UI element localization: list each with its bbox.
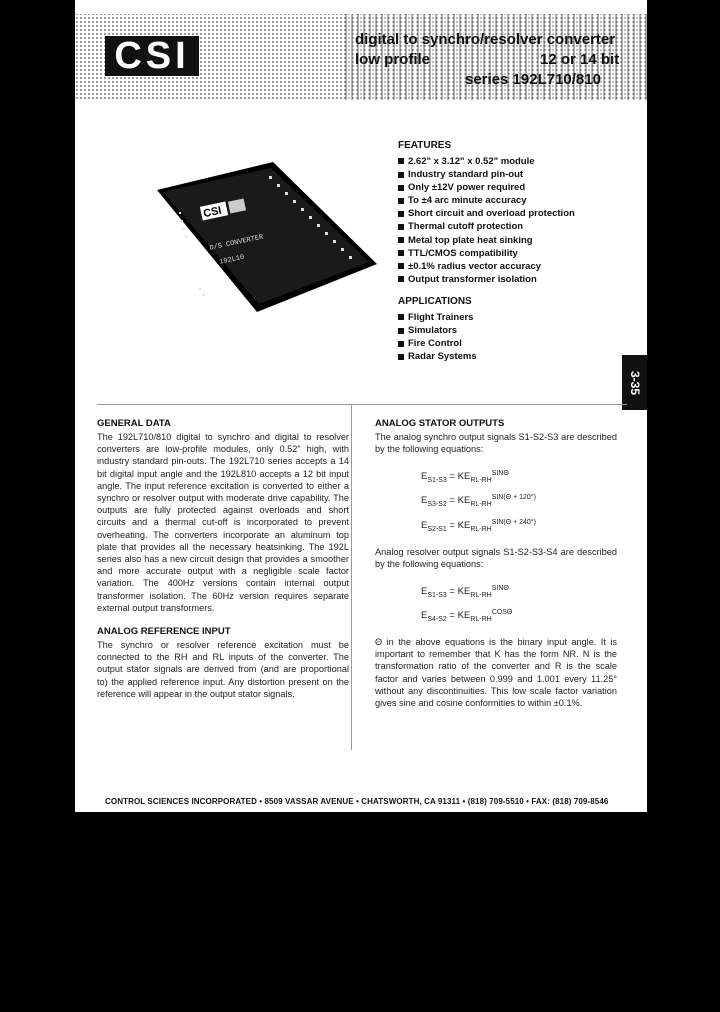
list-item: Metal top plate heat sinking (398, 234, 638, 247)
resolver-equations (421, 580, 617, 628)
analog-reference-text: The synchro or resolver reference excitation must be connected to the RH and RL inputs of the converter. The output stator signals are derived from (and are proportional to) the applied reference input. Any distortion present on the reference will appear in the output stator signals. (97, 640, 349, 699)
page-number-tab: 3-35 (622, 355, 647, 410)
analog-reference-title: ANALOG REFERENCE INPUT (97, 626, 231, 638)
applications-title: APPLICATIONS (398, 296, 472, 307)
vertical-divider (351, 405, 352, 750)
list-item: ±0.1% radius vector accuracy (398, 260, 638, 273)
list-item: TTL/CMOS compatibility (398, 247, 638, 260)
applications-list (398, 311, 638, 363)
bullet-icon (398, 263, 404, 269)
list-item: Short circuit and overload protection (398, 207, 638, 220)
company-footer: CONTROL SCIENCES INCORPORATED • 8509 VASSAR AVENUE • CHATSWORTH, CA 91311 • (818) 709-5510 • FAX: (818) 709-8546 (105, 797, 609, 806)
angle-explanation-text: Θ in the above equations is the binary input angle. It is important to remember that K has the form NR. N is the transformation ratio of the converter and R is the scale factor and varies between 0.999 and 1.001 every 11.25° without any discontinuities. This low scale factor variation gives sine and cosine conformities to within ±0.1%. (375, 637, 617, 709)
list-item: Thermal cutoff protection (398, 220, 638, 233)
list-item: 2.62" x 3.12" x 0.52" module (398, 155, 638, 168)
bullet-icon (398, 158, 404, 164)
applications-section (398, 296, 638, 363)
equation: $E_{S2-S1} = KE_{RL-RH}^{SIN(\Theta + 240^\circ)}$ (421, 518, 536, 533)
left-column (97, 418, 349, 700)
title-line-2b: 12 or 14 bit (540, 51, 620, 68)
synchro-equations (421, 465, 617, 537)
general-data-title: GENERAL DATA (97, 418, 171, 429)
datasheet-page (75, 0, 647, 812)
list-item: Only ±12V power required (398, 181, 638, 194)
module-label-1: D/S CONVERTER (208, 233, 265, 253)
equation: $E_{S1-S3} = KE_{RL-RH}^{SIN\Theta}$ (421, 584, 509, 599)
bullet-icon (398, 354, 404, 360)
bullet-icon (398, 250, 404, 256)
features-title: FEATURES (398, 140, 452, 151)
bullet-icon (398, 314, 404, 320)
list-item: Simulators (398, 324, 638, 337)
general-data-text: The 192L710/810 digital to synchro and digital to resolver converters are low-profile modules, only 0.52" high, with industry standard pin-outs. The 192L710 series accepts a 14 bit digital input angle and the 192L810 accepts a 12 bit input angle. The input reference excitation is converted to either a synchro or resolver output with moderate drive capability. The outputs are fully protected against overloads and short circuits and a thermal cut-off is incorporated to prevent overheating. The converters incorporate an aluminum top plate that provides all the necessary heatsinking. The 192L series also has a new circuit design that provides a smoother and more accurate output with a negligible scale factor variation. The 400Hz versions contain internal output transformer isolation. The 60Hz version requires separate external output transformers. (97, 432, 349, 613)
title-block (355, 30, 647, 90)
features-list (398, 155, 638, 286)
list-item: Fire Control (398, 337, 638, 350)
bullet-icon (398, 211, 404, 217)
bullet-icon (398, 224, 404, 230)
bullet-icon (398, 198, 404, 204)
list-item: Radar Systems (398, 350, 638, 363)
right-column (375, 418, 617, 709)
title-line-1: digital to synchro/resolver converter (355, 31, 616, 48)
bullet-icon (398, 172, 404, 178)
bullet-icon (398, 341, 404, 347)
analog-stator-title: ANALOG STATOR OUTPUTS (375, 418, 505, 429)
bullet-icon (398, 276, 404, 282)
title-line-2a: low profile (355, 51, 430, 68)
synchro-intro: The analog synchro output signals S1-S2-S3 are described by the following equations: (375, 432, 617, 455)
list-item: To ±4 arc minute accuracy (398, 194, 638, 207)
list-item: Output transformer isolation (398, 273, 638, 286)
features-section (398, 140, 638, 286)
resolver-intro: Analog resolver output signals S1-S2-S3-S4 are described by the following equations: (375, 546, 617, 569)
list-item: Industry standard pin-out (398, 168, 638, 181)
bullet-icon (398, 237, 404, 243)
equation: $E_{S1-S3} = KE_{RL-RH}^{SIN\Theta}$ (421, 470, 509, 485)
csi-logo: CSI (105, 36, 199, 76)
title-line-2 (355, 50, 647, 70)
bullet-icon (398, 185, 404, 191)
list-item: Flight Trainers (398, 311, 638, 324)
product-photo (157, 162, 377, 312)
horizontal-divider (97, 404, 627, 405)
bullet-icon (398, 328, 404, 334)
module-label-2: 192L10 (218, 253, 246, 267)
equation: $E_{S3-S2} = KE_{RL-RH}^{SIN(\Theta + 120^\circ)}$ (421, 494, 536, 509)
title-line-3: series 192L710/810 (465, 71, 601, 88)
equation: $E_{S4-S2} = KE_{RL-RH}^{COS\Theta}$ (421, 609, 513, 624)
module-logo-text: CSI (202, 204, 223, 221)
